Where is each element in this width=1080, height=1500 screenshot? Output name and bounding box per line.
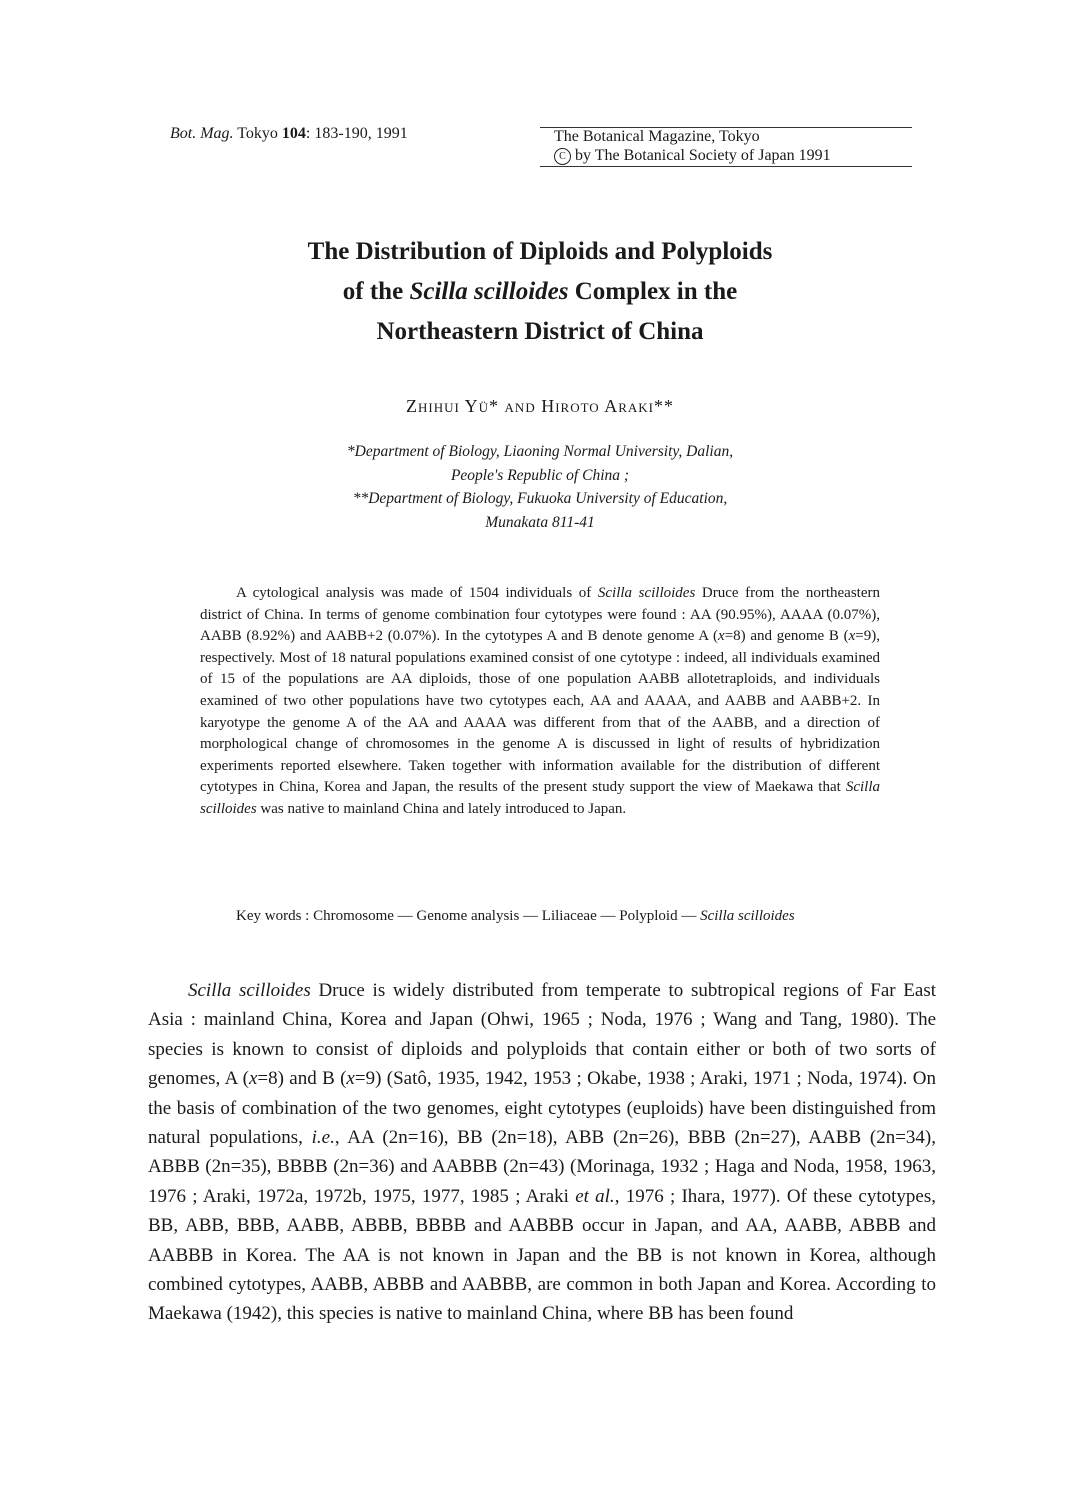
copyright-line-2: [540, 146, 912, 165]
title-line-2-post: Complex in the: [568, 278, 738, 305]
author-line: [100, 396, 980, 417]
body-ie: i.e.: [311, 1127, 335, 1149]
keywords-list: Chromosome — Genome analysis — Liliaceae — Polyploid —: [309, 908, 701, 924]
abstract-species: Scilla scilloides: [597, 585, 696, 601]
body-text-2: =8) and B (: [257, 1068, 347, 1090]
affiliation-line-1: *Department of Biology, Liaoning Normal University, Dalian,: [346, 443, 734, 460]
title-line-2: [100, 272, 980, 312]
body-var-x-2: x: [346, 1068, 355, 1090]
journal-citation: [170, 125, 408, 143]
journal-city: Tokyo: [237, 125, 278, 142]
title-species: Scilla scilloides: [409, 278, 569, 305]
body-et-al: et al.: [575, 1185, 615, 1207]
abstract: [200, 583, 880, 821]
title-line-3: Northeastern District of China: [376, 318, 704, 345]
author-1: Zhihui Yü*: [406, 396, 500, 416]
body-paragraph: [148, 976, 936, 1329]
copyright-symbol-icon: C: [554, 148, 571, 165]
title-line-1: The Distribution of Diploids and Polyploids: [307, 238, 773, 265]
copyright-line-1: The Botanical Magazine, Tokyo: [554, 128, 760, 145]
copyright-line-2-text: by The Botanical Society of Japan 1991: [575, 147, 831, 164]
title-line-2-pre: of the: [342, 278, 410, 305]
keywords-label: Key words :: [236, 908, 310, 924]
copyright-bottom-rule: [540, 166, 912, 167]
abstract-var-x-2: x: [848, 628, 856, 645]
journal-abbrev: Bot. Mag.: [170, 125, 234, 142]
author-conjunction: and: [504, 396, 536, 416]
journal-volume: 104: [281, 125, 306, 142]
journal-pages-year: : 183-190, 1991: [305, 125, 408, 142]
body-text-1: Druce is widely distributed from temperate to subtropical regions of Far East Asia : mainland China, Korea and Japan (Ohwi, 1965 ; Noda, 1976 ; Wang and Tang, 1980). The species is known to consist of diploids and polyploids that contain either or both of two sorts of genomes, A (: [148, 980, 937, 1090]
abstract-text-4: =9), respectively. Most of 18 natural populations examined consist of one cytotype : indeed, all individuals examined of 15 of the populations are AA diploids, those of one population AABB allotetraploids, and individuals examined of two other populations have two cytotypes each, AA and AAAA, and AABB and AABB+2. In karyotype the genome A of the AA and AAAA was different from that of the AABB, and a direction of morphological change of chromosomes in the genome A is discussed in light of results of hybridization experiments reported elsewhere. Taken together with information available for the distribution of different cytotypes in China, Korea and Japan, the results of the present study support the view of Maekawa that: [200, 628, 880, 796]
keywords-species: Scilla scilloides: [700, 908, 795, 924]
affiliation-line-3: **Department of Biology, Fukuoka University of Education,: [352, 490, 728, 507]
abstract-species-2: Scilla scilloides: [200, 779, 880, 817]
author-2: Hiroto Araki**: [541, 396, 674, 416]
abstract-text-3: =8) and genome B (: [724, 628, 849, 645]
affiliations: [100, 440, 980, 534]
body-text-5: , 1976 ; Ihara, 1977). Of these cytotypes, BB, ABB, BBB, AABB, ABBB, BBBB and AABBB occur in Japan, and AA, AABB, ABBB and AABBB in Korea. The AA is not known in Japan and the BB is not known in Korea, although combined cytotypes, AABB, ABBB and AABBB, are common in both Japan and Korea. According to Maekawa (1942), this species is native to mainland China, where BB has been found: [148, 1185, 936, 1325]
abstract-text-2: Druce from the northeastern district of China. In terms of genome combination four cytotypes were found : AA (90.95%), AAAA (0.07%), AABB (8.92%) and AABB+2 (0.07%). In the cytotypes A and B denote genome A (: [200, 585, 880, 645]
body-text-4: , AA (2n=16), BB (2n=18), ABB (2n=26), BBB (2n=27), AABB (2n=34), ABBB (2n=35), BBBB (2n=36) and AABBB (2n=43) (Morinaga, 1932 ; Haga and Noda, 1958, 1963, 1976 ; Araki, 1972a, 1972b, 1975, 1977, 1985 ; Araki: [148, 1127, 936, 1207]
keywords: [200, 906, 880, 927]
paper-title: [100, 232, 980, 352]
copyright-block: [540, 127, 912, 165]
body-var-x-1: x: [248, 1068, 258, 1090]
abstract-text-1: A cytological analysis was made of 1504 individuals of: [236, 585, 598, 601]
body-species: Scilla scilloides: [188, 980, 311, 1001]
abstract-text-5: was native to mainland China and lately introduced to Japan.: [256, 800, 627, 817]
affiliation-line-4: Munakata 811-41: [485, 513, 595, 531]
body-text-3: =9) (Satô, 1935, 1942, 1953 ; Okabe, 1938 ; Araki, 1971 ; Noda, 1974). On the basis of combination of the two genomes, eight cytotypes (euploids) have been distinguished from natural populations,: [148, 1068, 936, 1149]
affiliation-line-2: People's Republic of China ;: [450, 466, 630, 484]
abstract-var-x-1: x: [718, 628, 725, 645]
